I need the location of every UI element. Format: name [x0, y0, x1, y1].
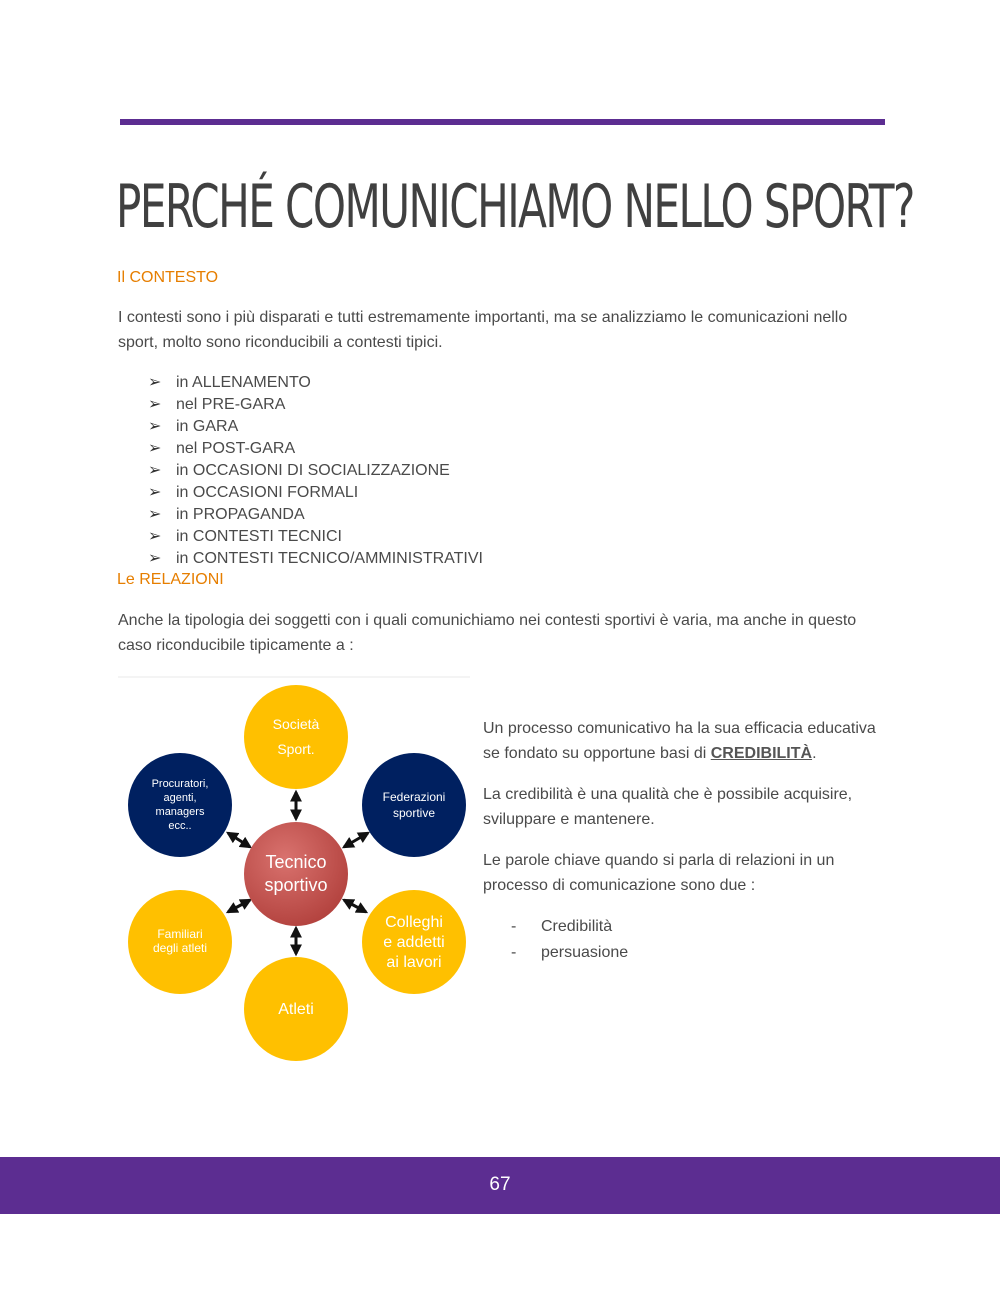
node-procuratori — [128, 753, 232, 857]
node-atleti-label-1: Atleti — [278, 1001, 314, 1018]
node-tecnico-label-1: Tecnico — [265, 852, 327, 872]
top-rule — [120, 119, 885, 125]
node-atleti — [244, 957, 348, 1061]
node-tecnico-label-2: sportivo — [264, 875, 328, 895]
relations-diagram — [118, 676, 470, 1066]
arrow-bullet-icon: ➢ — [148, 484, 162, 501]
arrow-bullet-icon: ➢ — [148, 528, 162, 545]
footer-bar — [0, 1157, 1000, 1214]
arrow-procuratori — [228, 833, 250, 847]
contesto-intro: I contesti sono i più disparati e tutti estremamente importanti, ma se analizziamo le comunicazioni nello sport, molto sono riconducibili a contesti tipici. — [118, 309, 848, 351]
contesti-list — [148, 372, 483, 570]
list-item: ➢ in GARA — [148, 416, 483, 438]
list-item: - persuasione — [511, 944, 629, 961]
list-item: ➢ nel POST-GARA — [148, 438, 483, 460]
node-societa — [244, 685, 348, 789]
arrow-bullet-icon: ➢ — [148, 550, 162, 567]
section-heading-contesto: Il CONTESTO — [117, 269, 219, 286]
node-federazioni — [362, 753, 466, 857]
credibility-paragraph-3: Le parole chiave quando si parla di relazioni in un processo di comunicazione sono due : — [483, 852, 835, 894]
list-item: ➢ in OCCASIONI FORMALI — [148, 482, 483, 504]
node-familiari-label-1: Familiari — [157, 927, 203, 941]
list-item: ➢ in ALLENAMENTO — [148, 372, 483, 394]
credibility-text — [483, 716, 883, 966]
node-colleghi-label-2: e addetti — [383, 934, 445, 951]
node-familiari-label-2: degli atleti — [152, 941, 208, 955]
node-societa-circle — [244, 685, 348, 789]
list-item: ➢ nel PRE-GARA — [148, 394, 483, 416]
node-procuratori-label-3: managers — [155, 806, 205, 818]
page-number: 67 — [489, 1174, 511, 1195]
page-title: PERCHÉ COMUNICHIAMO NELLO SPORT? — [116, 172, 914, 242]
node-federazioni-circle — [362, 753, 466, 857]
arrow-bullet-icon: ➢ — [148, 396, 162, 413]
credibilita-emphasis: CREDIBILITÀ — [710, 745, 813, 762]
keywords-list — [483, 914, 883, 966]
node-procuratori-circle — [128, 753, 232, 857]
arrow-colleghi — [344, 900, 366, 912]
arrow-bullet-icon: ➢ — [148, 506, 162, 523]
node-procuratori-label-2: agenti, — [163, 792, 197, 804]
credibility-paragraph-2: La credibilità è una qualità che è possibile acquisire, sviluppare e mantenere. — [483, 786, 853, 828]
list-item: ➢ in OCCASIONI DI SOCIALIZZAZIONE — [148, 460, 483, 482]
list-item: - Credibilità — [511, 918, 613, 935]
node-societa-label-1: Società — [272, 716, 320, 732]
node-familiari — [128, 890, 232, 994]
list-item: ➢ in PROPAGANDA — [148, 504, 483, 526]
node-federazioni-label-1: Federazioni — [382, 790, 446, 804]
arrow-bullet-icon: ➢ — [148, 462, 162, 479]
arrow-familiari — [228, 900, 250, 912]
node-federazioni-label-2: sportive — [392, 806, 436, 820]
arrow-bullet-icon: ➢ — [148, 418, 162, 435]
node-societa-label-2: Sport. — [277, 741, 315, 757]
node-colleghi-label-1: Colleghi — [385, 914, 443, 931]
node-tecnico — [244, 822, 348, 926]
node-colleghi-label-3: ai lavori — [386, 954, 442, 971]
node-colleghi — [362, 890, 466, 994]
node-tecnico-circle — [244, 822, 348, 926]
node-procuratori-label-1: Procuratori, — [151, 778, 209, 790]
node-procuratori-label-4: ecc.. — [168, 820, 192, 832]
arrow-federazioni — [344, 833, 368, 847]
list-item: ➢ in CONTESTI TECNICO/AMMINISTRATIVI — [148, 548, 483, 570]
credibility-paragraph-1: Un processo comunicativo ha la sua efficacia educativa se fondato su opportune basi di CREDIBILITÀ. — [483, 720, 876, 762]
relazioni-intro: Anche la tipologia dei soggetti con i quali comunichiamo nei contesti sportivi è varia, ma anche in questo caso riconducibile tipicamente a : — [118, 612, 857, 654]
section-heading-relazioni: Le RELAZIONI — [117, 571, 224, 588]
arrow-bullet-icon: ➢ — [148, 374, 162, 391]
arrow-bullet-icon: ➢ — [148, 440, 162, 457]
list-item: ➢ in CONTESTI TECNICI — [148, 526, 483, 548]
